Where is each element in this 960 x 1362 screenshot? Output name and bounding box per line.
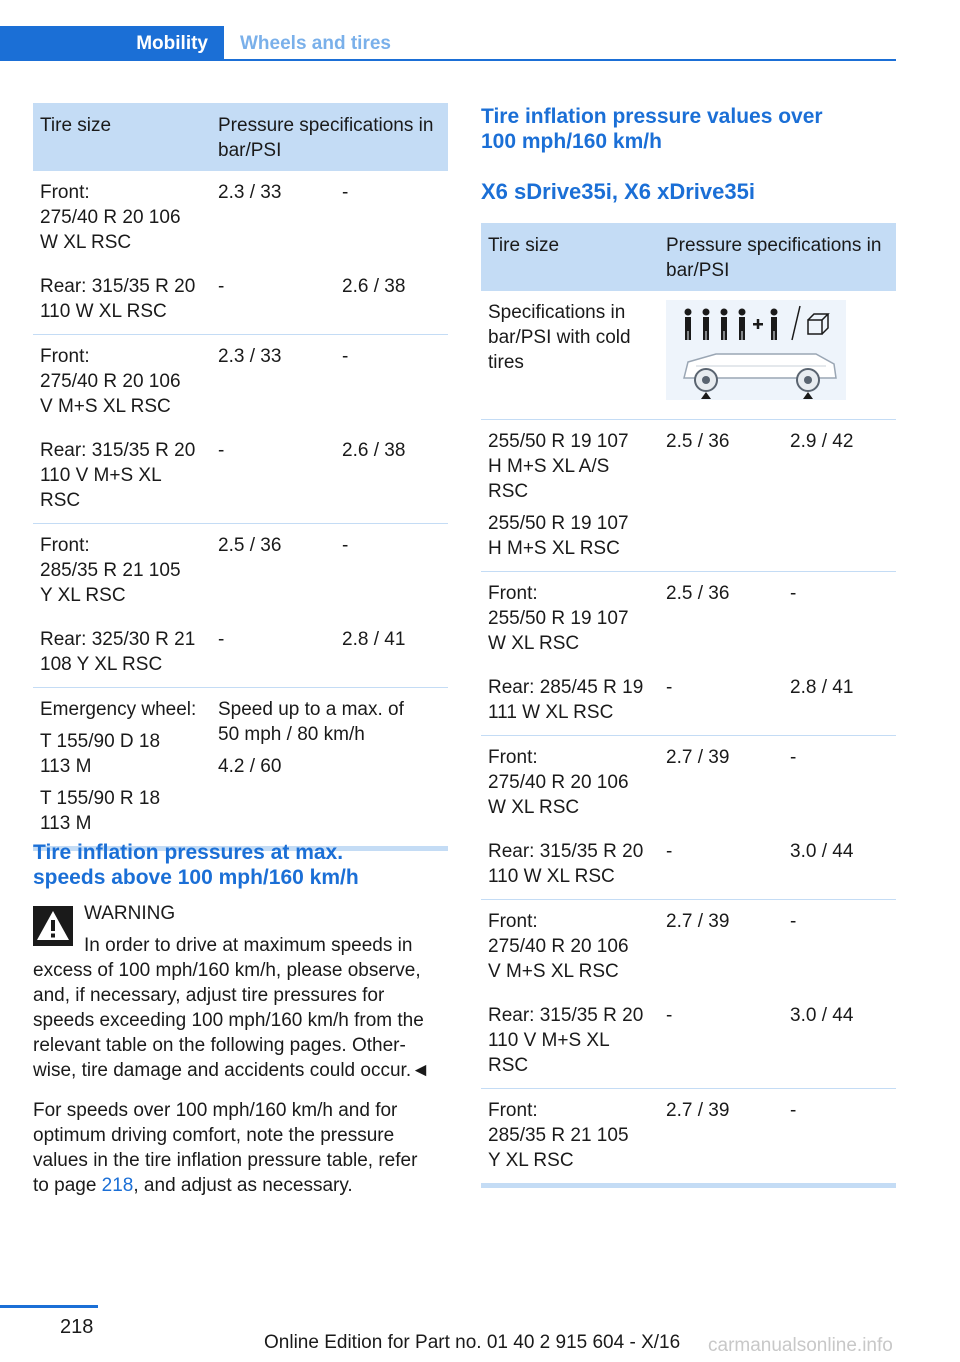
page-header [0,26,896,62]
emergency-wheel-row: Emergency wheel: T 155/90 D 18 113 M T 155/90 R 18 113 M Speed up to a max. of 50 mph / 80 km/h 4.2 / 60 [33,687,448,846]
over-speed-heading: Tire inflation pressure values over 100 mph/160 km/h [481,105,823,153]
page-number: 218 [60,1316,94,1338]
page-link[interactable]: 218 [101,1175,134,1196]
chapter-tab[interactable]: Mobility [0,26,224,61]
table-row: Rear: 315/35 R 20 110 W XL RSC - 3.0 / 44 [488,841,854,887]
col-pressure-header: Pressure specifications in bar/PSI [666,235,882,281]
section-title[interactable]: Wheels and tires [240,33,391,54]
warning-title: WARNING [84,903,176,924]
edition-text: Online Edition for Part no. 01 40 2 915 604 - X/16 [264,1332,681,1353]
col-pressure-header: Pressure specifications in bar/PSI [218,115,434,161]
table-header [481,223,896,291]
table-row: Front: 275/40 R 20 106 V M+S XL RSC 2.7 / 39 - [481,899,896,994]
table-row: Front: 285/35 R 21 105 Y XL RSC 2.5 / 36 - [33,523,448,618]
table-row: Rear: 325/30 R 21 108 Y XL RSC - 2.8 / 41 [40,629,406,675]
right-pressure-table [481,223,896,1188]
vehicle-load-icon [666,300,846,400]
table-row: Front: 285/35 R 21 105 Y XL RSC 2.7 / 39 - [481,1088,896,1183]
table-end-bar [481,1183,896,1188]
table-header [33,103,448,171]
table-row: Rear: 315/35 R 20 110 V M+S XL RSC - 3.0 / 44 [488,1005,854,1076]
left-pressure-table [33,103,448,851]
spec-row: Specifications in bar/PSI with cold tires [481,291,896,419]
table-row: Rear: 315/35 R 20 110 V M+S XL RSC - 2.6 / 38 [40,440,406,511]
table-row: 255/50 R 19 107 H M+S XL A/S RSC 255/50 R 19 107 H M+S XL RSC 2.5 / 36 2.9 / 42 [481,419,896,571]
model-subheading: X6 sDrive35i, X6 xDrive35i [481,179,755,204]
warning-body: excess of 100 mph/160 km/h, please observe, and, if necessary, adjust tire pressures for speeds exceeding 100 mph/160 km/h from the relevant table on the following pages. Other‐ wise, tire damage and accidents could occur.◄ [33,960,430,1081]
speed-paragraph: For speeds over 100 mph/160 km/h and for optimum driving comfort, note the pressure values in the tire inflation pressure table, refer to page 218, and adjust as necessary. [33,1100,418,1196]
table-row: Rear: 315/35 R 20 110 W XL RSC - 2.6 / 38 [40,276,406,322]
col-tire-size-header: Tire size [40,115,112,136]
warning-icon [33,906,73,946]
table-row: Front: 275/40 R 20 106 W XL RSC 2.3 / 33 - [40,182,349,253]
col-tire-size-header: Tire size [488,235,560,256]
table-row: Front: 255/50 R 19 107 W XL RSC 2.5 / 36 - [481,571,896,666]
footer-rule [0,1305,98,1308]
watermark: carmanualsonline.info [708,1335,893,1356]
warning-line: In order to drive at maximum speeds in [84,935,413,956]
table-row: Rear: 285/45 R 19 111 W XL RSC - 2.8 / 41 [488,677,854,723]
table-row: Front: 275/40 R 20 106 V M+S XL RSC 2.3 / 33 - [33,334,448,429]
max-speed-heading: Tire inflation pressures at max. speeds above 100 mph/160 km/h [33,841,359,889]
table-row: Front: 275/40 R 20 106 W XL RSC 2.7 / 39 - [481,735,896,830]
